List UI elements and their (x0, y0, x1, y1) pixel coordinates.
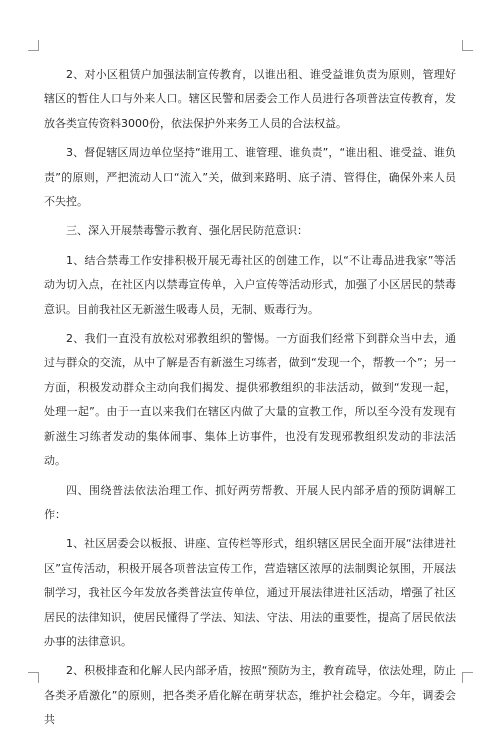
paragraph-law-into-community: 1、社区居委会以板报、讲座、宣传栏等形式，组织辖区居民全面开展“法律进社区”宣传活动，积极开展各项普法宣传工作，营造辖区浓厚的法制舆论氛围，开展法制学习，我社区今年发放各类普法宣传单位，通过开展法律进社区活动，增强了社区居民的法律知识，使居民懂得了学法、知法、守法、用法的重要性，提高了居民依法办事的法律意识。 (44, 537, 456, 648)
paragraph-drug-free-community: 1、结合禁毒工作安排积极开展无毒社区的创建工作，以“不让毒品进我家”等活动为切入点，在社区内以禁毒宣传单，入户宣传等活动形式，加强了小区居民的禁毒意识。目前我社区无新滋生吸毒人员，无制、贩毒行为。 (44, 253, 456, 316)
crop-mark-bottom-left (28, 672, 39, 683)
paragraph-floating-population: 3、督促辖区周边单位坚持“谁用工、谁管理、谁负责”，“谁出租、谁受益、谁负责”的原则，严把流动人口“流入”关，做到来路明、底子清、管得住，确保外来人员不失控。 (44, 146, 456, 209)
section-heading-legal-education: 四、围绕普法依法治理工作、抓好两劳帮教、开展人民内部矛盾的预防调解工作： (44, 483, 456, 521)
crop-mark-bottom-right (462, 672, 473, 683)
crop-mark-top-left (28, 40, 39, 51)
section-heading-drug-prevention: 三、深入开展禁毒警示教育、强化居民防范意识： (66, 224, 308, 238)
crop-mark-top-right (462, 40, 473, 51)
paragraph-cult-vigilance: 2、我们一直没有放松对邪教组织的警惕。一方面我们经常下到群众当中去，通过与群众的交流，从中了解是否有新滋生习练者，做到“发现一个，帮教一个”；另一方面，积极发动群众主动向我们揭发、提供邪教组织的非法活动，做到“发现一起，处理一起”。由于一直以来我们在辖区内做了大量的宣教工作，所以至今没有发现有新滋生习练者发动的集体闹事、集体上访事件，也没有发现邪教组织发动的非法活动。 (44, 332, 456, 468)
paragraph-conflict-mediation: 2、积极排查和化解人民内部矛盾，按照“预防为主，教育疏导，依法处理，防止各类矛盾激化”的原则，把各类矛盾化解在萌芽状态，维护社会稳定。今年，调委会共 (44, 664, 456, 727)
document-body (44, 63, 456, 738)
paragraph-tenant-education: 2、对小区租赁户加强法制宣传教育，以谁出租、谁受益谁负责为原则，管理好辖区的暂住人口与外来人口。辖区民警和居委会工作人员进行各项普法宣传教育，发放各类宣传资料3000份，依法保护外来务工人员的合法权益。 (44, 68, 456, 130)
